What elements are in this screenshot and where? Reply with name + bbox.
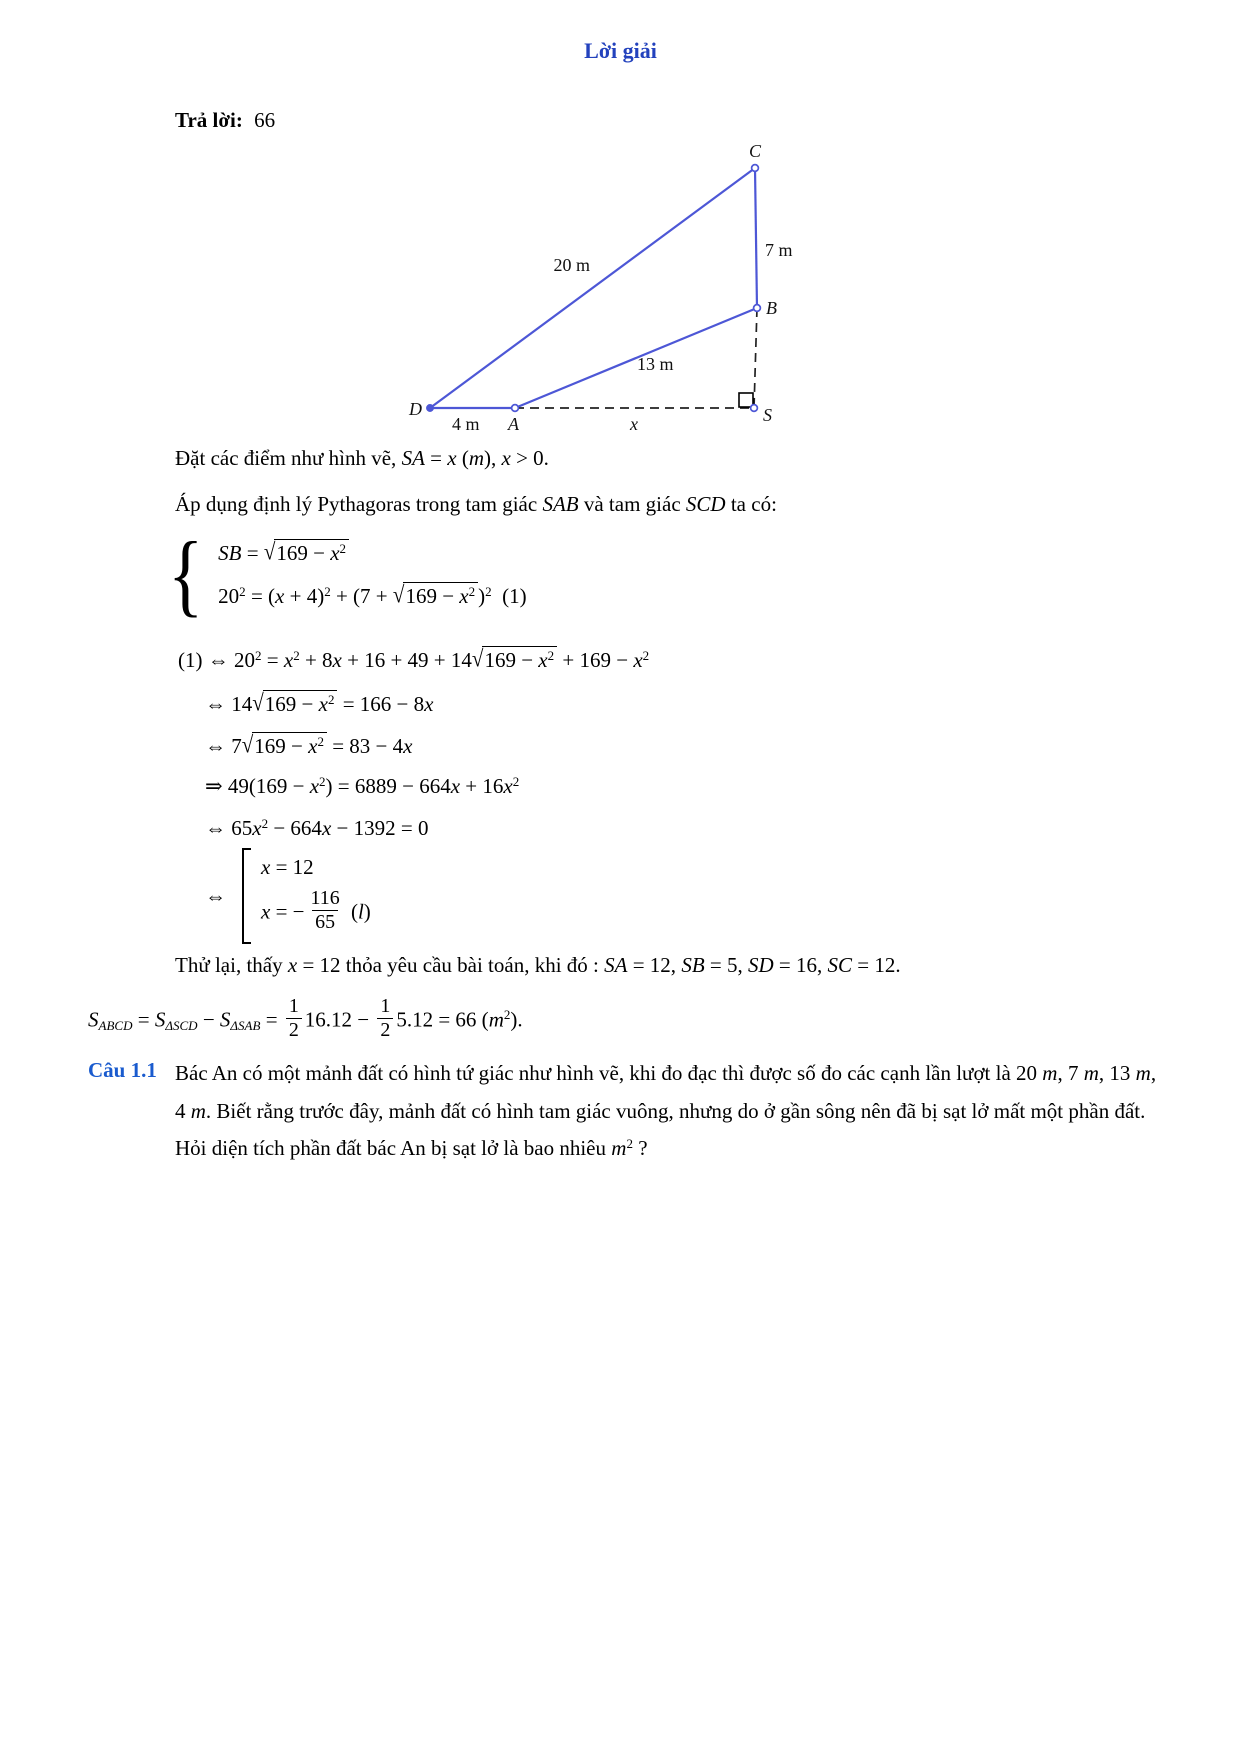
- right-angle-marker: [739, 393, 753, 407]
- solution-step-1: (1) ⇔ $20^2 = x^2 + 8x + 16 + 49 + 14√169 - x^2 + 169 - x^2$: [178, 645, 650, 672]
- system-brace: {: [168, 523, 204, 625]
- edge-label-AB: 13 m: [637, 354, 674, 374]
- answer-label: Trả lời:: [175, 108, 243, 132]
- solution-area-formula: $S_{ABCD} = S_{\Delta SCD} - S_{\Delta SAB}$ = $\frac{1}{2}$ 16.12 − $\frac{1}{2}$ 5.12 = 66 $(m^2)$.: [88, 995, 523, 1041]
- point-C: [752, 165, 759, 172]
- solution-step-2: ⇔ $14√169 - x^2 = 166 - 8x$: [205, 689, 434, 716]
- point-B: [754, 305, 761, 312]
- figure: [400, 140, 830, 446]
- case-row-2: x = − $\frac{116}{65}$ (l): [261, 887, 371, 933]
- page-title: Lời giải: [584, 38, 657, 63]
- point-label-D: D: [409, 399, 422, 419]
- edge-label-AS: x: [630, 414, 638, 434]
- point-label-B: B: [766, 298, 777, 318]
- system-line-2: $20^2 = (x + 4)^2 + (7 + √169 - x^2$ )$^2$ (1): [218, 581, 527, 608]
- point-label-A: A: [508, 414, 519, 434]
- point-label-S: S: [763, 405, 772, 425]
- point-D: [427, 405, 433, 411]
- edge-CB: [755, 168, 757, 308]
- answer-value: 66: [254, 108, 276, 132]
- edge-label-CB: 7 m: [765, 240, 793, 260]
- point-S: [751, 405, 758, 412]
- system-lines: [218, 539, 526, 609]
- solution-step-5: ⇔ $65x^2 - 664x - 1392 = 0$: [205, 815, 429, 840]
- solution-intro-1: Đặt các điểm như hình vẽ, SA = x (m), x > 0.: [175, 446, 549, 470]
- edge-BS-dashed: [754, 308, 757, 408]
- equation-system: [168, 523, 527, 625]
- solution-verify: Thử lại, thấy x = 12 thỏa yêu cầu bài toán, khi đó : SA = 12, SB = 5, SD = 16, SC = 12.: [175, 953, 901, 977]
- point-label-C: C: [749, 141, 762, 161]
- case-row-1: x = 12: [261, 855, 314, 880]
- edge-DC: [430, 168, 755, 408]
- cases-rows: [261, 855, 371, 937]
- question-number: Câu 1.1: [88, 1058, 157, 1082]
- edge-label-DC: 20 m: [553, 255, 590, 275]
- solution-step-3: ⇔ $7√169 - x^2 = 83 - 4x$: [205, 731, 413, 758]
- equiv-arrow: ⇔: [205, 883, 226, 908]
- figure-svg: [400, 140, 830, 440]
- edge-label-DA: 4 m: [452, 414, 480, 434]
- solution-intro-2: Áp dụng định lý Pythagoras trong tam giác SAB và tam giác SCD ta có:: [175, 492, 777, 516]
- cases-bracket: [242, 848, 251, 944]
- answer-line: [175, 108, 275, 133]
- edge-AB: [515, 308, 757, 408]
- solution-step-4: ⇒ $49(169 - x^2) = 6889 - 664x + 16x^2$: [205, 773, 520, 798]
- system-line-1: SB = $√169 - x^2$: [218, 539, 526, 566]
- point-A: [512, 405, 519, 412]
- question-body: Bác An có một mảnh đất có hình tứ giác như hình vẽ, khi đo đạc thì được số đo các cạnh lần lượt là 20 m, 7 m, 13 m, 4 m. Biết rằng trước đây, mảnh đất có hình tam giác vuông, nhưng do ở gần sông nên đã bị sạt lở mất một phần đất. Hỏi diện tích phần đất bác An bị sạt lở là bao nhiêu $m^2$ ?: [175, 1061, 1157, 1160]
- solution-cases: [205, 848, 371, 944]
